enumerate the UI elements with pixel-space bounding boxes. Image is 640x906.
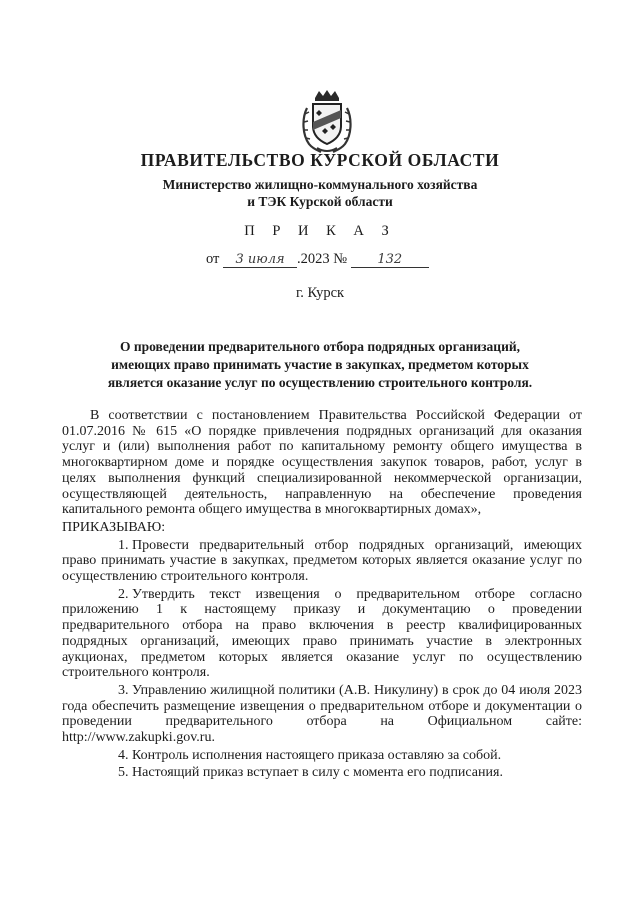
order-title <box>70 338 570 392</box>
order-item <box>62 538 582 585</box>
handwritten-date: 3 июля <box>223 252 297 268</box>
order-word: ПРИКАЗЫВАЮ: <box>62 519 166 535</box>
item-number: 3. <box>118 682 129 698</box>
number-sign: № <box>333 251 348 267</box>
document-type: П Р И К А З <box>244 223 396 239</box>
kursk-coat-of-arms-icon <box>299 88 355 154</box>
title-line: является оказание услуг по осуществлению строительного контроля. <box>107 375 533 390</box>
item-number: 1. <box>118 537 129 553</box>
ministry-name-line1: Министерство жилищно-коммунального хозяйства <box>162 177 478 192</box>
title-line: О проведении предварительного отбора подрядных организаций, <box>119 339 521 354</box>
item-number: 2. <box>118 586 129 602</box>
item-text: Утвердить текст извещения о предварительном отборе согласно приложению 1 к настоящему приказу и документацию о проведении предварительного отбора на право включения в реестр квалифицированных подрядных организаций, имеющих право принимать участие в электронных аукционах, предметом которых является оказание услуг по осуществлению строительного контроля. <box>62 586 582 681</box>
item-text: Контроль исполнения настоящего приказа оставляю за собой. <box>132 747 502 763</box>
item-number: 4. <box>118 747 129 763</box>
order-item <box>62 748 582 764</box>
order-body <box>62 408 582 783</box>
handwritten-number: 132 <box>351 252 429 268</box>
item-number: 5. <box>118 765 129 781</box>
item-text: Управлению жилищной политики (А.В. Никулину) в срок до 04 июля 2023 года обеспечить размещение извещения о предварительном отборе и документации о проведении предварительного отбора на Официальном сайте: http://www.zakupki.gov.ru. <box>62 682 582 746</box>
preamble-paragraph: В соответствии с постановлением Правительства Российской Федерации от 01.07.2016 № 615 «О порядке привлечения подрядных организаций для оказания услуг и (или) выполнения работ по капитальному ремонту общего имущества в многоквартирном доме и порядке осуществления закупок товаров, работ, услуг в целях выполнения функций специализированной некоммерческой организации, осуществляющей деятельность, направленную на обеспечение проведения капитального ремонта общего имущества в многоквартирных домах», <box>62 408 582 518</box>
order-item <box>62 765 582 781</box>
date-prefix: от <box>206 251 220 267</box>
date-number-line <box>206 251 429 268</box>
government-name: ПРАВИТЕЛЬСТВО КУРСКОЙ ОБЛАСТИ <box>140 150 500 170</box>
title-line: имеющих право принимать участие в закупках, предметом которых <box>111 357 529 372</box>
order-item <box>62 683 582 746</box>
ministry-name-line2: и ТЭК Курской области <box>247 194 393 209</box>
item-text: Провести предварительный отбор подрядных организаций, имеющих право принимать участие в закупках, предметом которых является оказание услуг по осуществлению строительного контроля. <box>62 537 582 585</box>
year: .2023 <box>297 251 330 267</box>
order-item <box>62 587 582 681</box>
city: г. Курск <box>295 285 345 301</box>
item-text: Настоящий приказ вступает в силу с момента его подписания. <box>132 765 503 781</box>
